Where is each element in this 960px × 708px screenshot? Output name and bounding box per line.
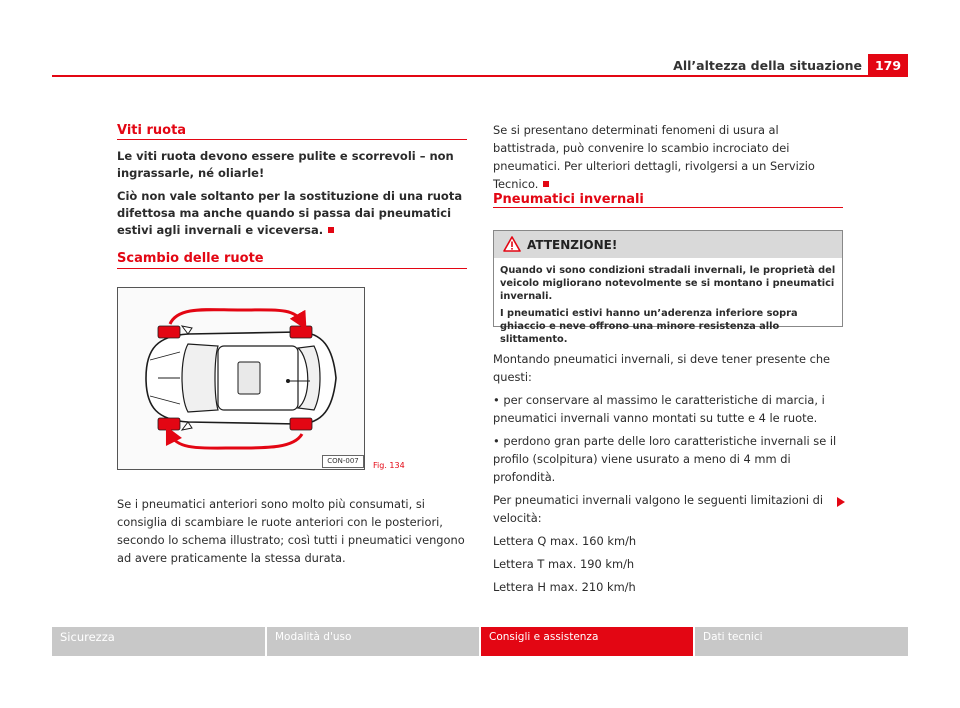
heading-pneumatici-invernali: Pneumatici invernali [493,192,644,207]
bold-paragraph [117,188,469,239]
figure-code-label: CON-007 [322,455,364,468]
speed-limit-h: Lettera H max. 210 km/h [493,580,636,594]
heading-rule [117,139,467,140]
tire-rotation-figure [117,287,365,470]
bold-paragraph: Le viti ruota devono essere pulite e scorrevoli – non ingrassarle, né oliarle! [117,149,454,180]
viti-ruota-text [117,148,469,245]
running-header-title: All’altezza della situazione [673,58,862,73]
car-top-view-illustration [118,288,364,469]
intro-text: Se si presentano determinati fenomeni di usura al battistrada, può convenire lo scambio incrociato dei pneumatici. Per ulteriori dettagli, rivolgersi a un Servizio Tecnico. [493,123,815,191]
heading-rule [493,207,843,208]
body-paragraph: Se i pneumatici anteriori sono molto più consumati, si consiglia di scambiare le ruote anteriori con le posteriori, secondo lo schema illustrato; così tutti i pneumatici vengono ad avere praticamente la stessa durata. [117,497,465,565]
footer-tab-modalita-uso[interactable]: Modalità d'uso [267,627,479,656]
heading-viti-ruota: Viti ruota [117,123,187,138]
body-paragraph: Per pneumatici invernali valgono le seguenti limitazioni di velocità: [493,493,824,525]
end-marker-icon [543,181,549,187]
continue-arrow-icon [836,496,846,508]
end-marker-icon [328,227,334,233]
warning-triangle-icon [503,236,521,252]
body-paragraph [493,121,845,193]
bold-paragraph-text: Ciò non vale soltanto per la sostituzione di una ruota difettosa ma anche quando si passa dai pneumatici estivi agli invernali e viceversa. [117,189,463,237]
header-rule [52,75,908,77]
warning-content [500,264,836,350]
figure-caption: Fig. 134 [373,461,405,470]
body-paragraph: Montando pneumatici invernali, si deve tener presente che questi: [493,352,831,384]
bullet-paragraph: • perdono gran parte delle loro caratteristiche invernali se il profilo (scolpitura) viene usurato a meno di 4 mm di profondità. [493,434,837,484]
page-number: 179 [868,54,908,77]
speed-limit-q: Lettera Q max. 160 km/h [493,534,637,548]
warning-paragraph: I pneumatici estivi hanno un’aderenza inferiore sopra ghiaccio e neve offrono una minore resistenza allo slittamento. [500,308,798,345]
winter-tire-text [493,350,853,601]
warning-title: ATTENZIONE! [527,238,618,252]
usura-intro-text [493,121,845,198]
rotation-body-text [117,495,469,572]
footer-tab-consigli-assistenza[interactable]: Consigli e assistenza [481,627,693,656]
warning-paragraph: Quando vi sono condizioni stradali invernali, le proprietà del veicolo migliorano notevolmente se si montano i pneumatici invernali. [500,265,836,302]
bullet-paragraph: • per conservare al massimo le caratteristiche di marcia, i pneumatici invernali vanno montati su tutte e 4 le ruote. [493,393,825,425]
heading-rule [117,268,467,269]
footer-tab-dati-tecnici[interactable]: Dati tecnici [695,627,908,656]
heading-scambio-ruote: Scambio delle ruote [117,251,264,266]
footer-tab-sicurezza[interactable]: Sicurezza [52,627,265,656]
speed-limit-t: Lettera T max. 190 km/h [493,557,635,571]
